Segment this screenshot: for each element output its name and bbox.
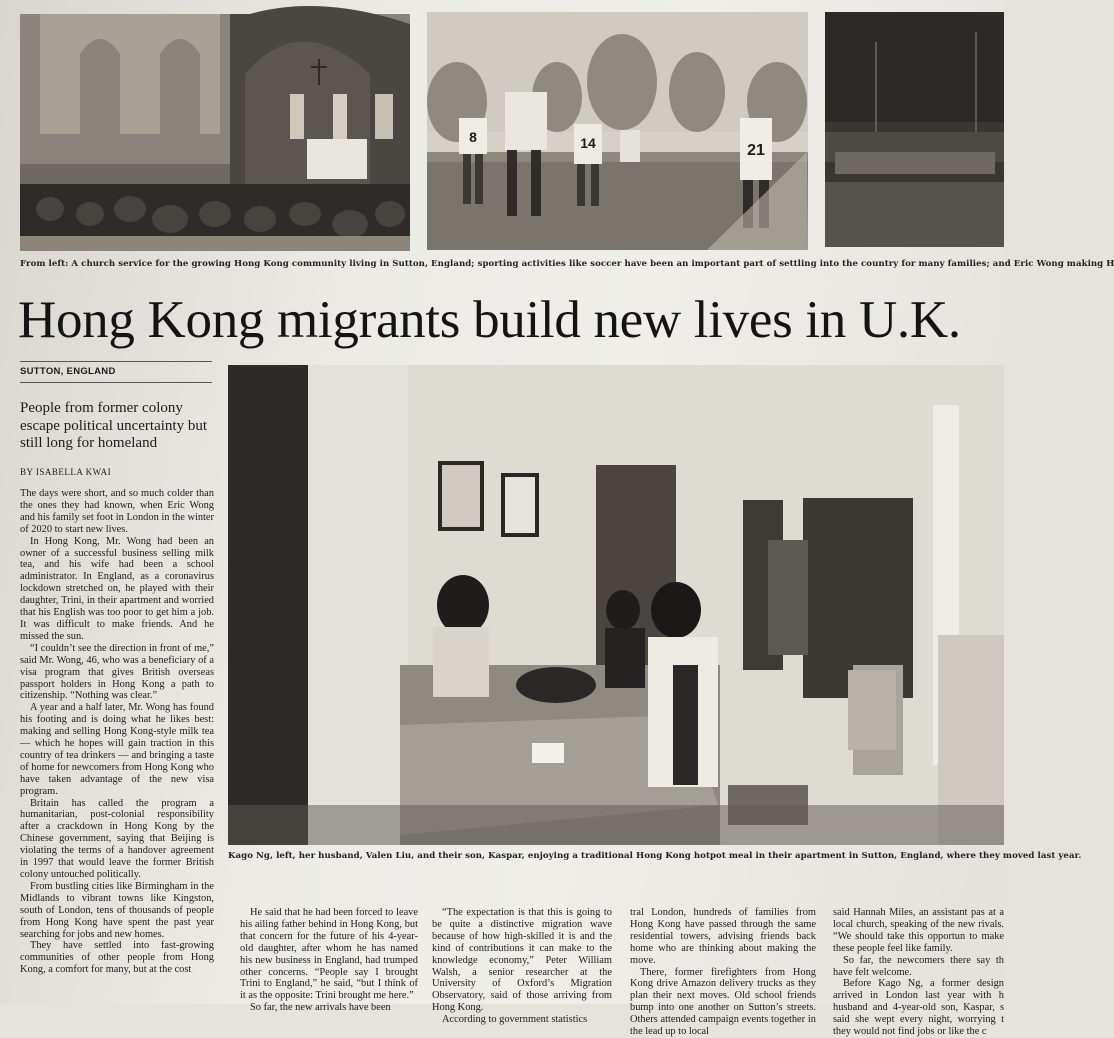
dateline: SUTTON, ENGLAND: [20, 366, 116, 377]
paragraph: In Hong Kong, Mr. Wong had been an owner of a successful business selling milk tea, and his wife had been a school administrator. In England, as a coronavirus lockdown stretched on, he played with their daughter, Trini, in their apartment and worried that his English was too poor to get him a job. It was difficult to make friends. And he missed the sun.: [20, 535, 214, 642]
deck-subheadline: People from former colony escape political uncertainty but still long for homeland: [20, 400, 208, 451]
dateline-rule-top: [20, 361, 212, 362]
main-photo-caption: Kago Ng, left, her husband, Valen Liu, and their son, Kaspar, enjoying a traditional Hong Kong hotpot meal in their apartment in Sutton, England, where they moved last year.: [228, 851, 1082, 861]
milk-tea-photo: [825, 12, 1004, 247]
hotpot-family-photo: [228, 365, 1004, 845]
jersey-number-8: 8: [469, 129, 477, 145]
paragraph: He said that he had been forced to leave his ailing father behind in Hong Kong, but that concern for the future of his 4-year-old daughter, after whom he has named his new business in England, had trumped other concerns. “People say I brought Trini to England,” he said, “but I think of it as the opposite: Trini brought me here.”: [240, 907, 418, 1002]
article-column-4: [630, 907, 816, 1038]
paragraph: So far, the newcomers there say th have felt welcome.: [833, 954, 1004, 978]
paragraph: They have settled into fast-growing communities of other people from Hong Kong, a comfort for many, but at the cost: [20, 940, 214, 976]
paragraph: From bustling cities like Birmingham in the Midlands to vibrant towns like Kingston, south of London, tens of thousands of people from Hong Kong have spent the past year searching for jobs and new homes.: [20, 880, 214, 940]
dateline-rule-bottom: [20, 382, 212, 383]
article-column-1: [20, 488, 214, 976]
paragraph: Britain has called the program a humanitarian, post-colonial responsibility after a crackdown in Hong Kong by the Chinese government, saying that Beijing is violating the terms of a handover agreement in 1997 that would leave the former British colony untouched politically.: [20, 797, 214, 880]
church-service-photo: [20, 14, 410, 251]
headline: Hong Kong migrants build new lives in U.K.: [18, 291, 961, 349]
paragraph: The days were short, and so much colder than the ones they had known, when Eric Wong and his family set foot in London in the winter of 2020 to start new lives.: [20, 488, 214, 535]
jersey-number-14: 14: [580, 135, 596, 151]
paragraph: According to government statistics: [442, 1014, 588, 1026]
jersey-number-21: 21: [747, 142, 765, 159]
byline: BY ISABELLA KWAI: [20, 467, 112, 477]
paragraph: “The expectation is that this is going to be quite a distinctive migration wave because of how high-skilled it is and the kind of contributions it can make to the knowledge economy,” Peter William Walsh, a senior researcher at the University of Oxford’s Migration Observatory, said of those arriving from Hong Kong.: [432, 907, 612, 1014]
paragraph: said Hannah Miles, an assistant pas at a local church, speaking of the new rivals. “We should take this opportun to make these people feel like family.: [833, 907, 1004, 954]
paragraph: “I couldn’t see the direction in front of me,” said Mr. Wong, 46, who was a beneficiary of a visa program that gives British overseas passport holders in Hong Kong a path to citizenship. “Nothing was clear.”: [20, 642, 214, 702]
paragraph: tral London, hundreds of families from Hong Kong have passed through the same residential towers, advising friends back home who are thinking about making the move.: [630, 907, 816, 966]
paragraph: Before Kago Ng, a former design arrived in London last year with h husband and 4-year-old son, Kaspar, s said she wept every night, worrying t they would not find jobs or like the c: [833, 978, 1004, 1038]
paragraph: So far, the new arrivals have been: [250, 1002, 391, 1014]
top-photo-caption: From left: A church service for the growing Hong Kong community living in Sutton, England; sporting activities like soccer have been an important part of settling into the country for many families; and Eric Wong making H: [20, 259, 1114, 269]
paragraph: A year and a half later, Mr. Wong has found his footing and is doing what he likes best: making and selling Hong Kong-style milk tea — which he hopes will gain traction in this country of tea drinkers — and bringing a taste of home for newcomers from Hong Kong who have taken advantage of the new visa program.: [20, 702, 214, 797]
soccer-photo: [427, 12, 808, 250]
article-column-5: [833, 907, 1004, 1038]
article-column-2: [240, 907, 418, 1014]
article-column-3: [432, 907, 612, 1026]
paragraph: There, former firefighters from Hong Kong drive Amazon delivery trucks as they plan their next moves. Old school friends bump into one another on Sutton’s streets. Others attended campaign events together in the lead up to local: [630, 966, 816, 1038]
